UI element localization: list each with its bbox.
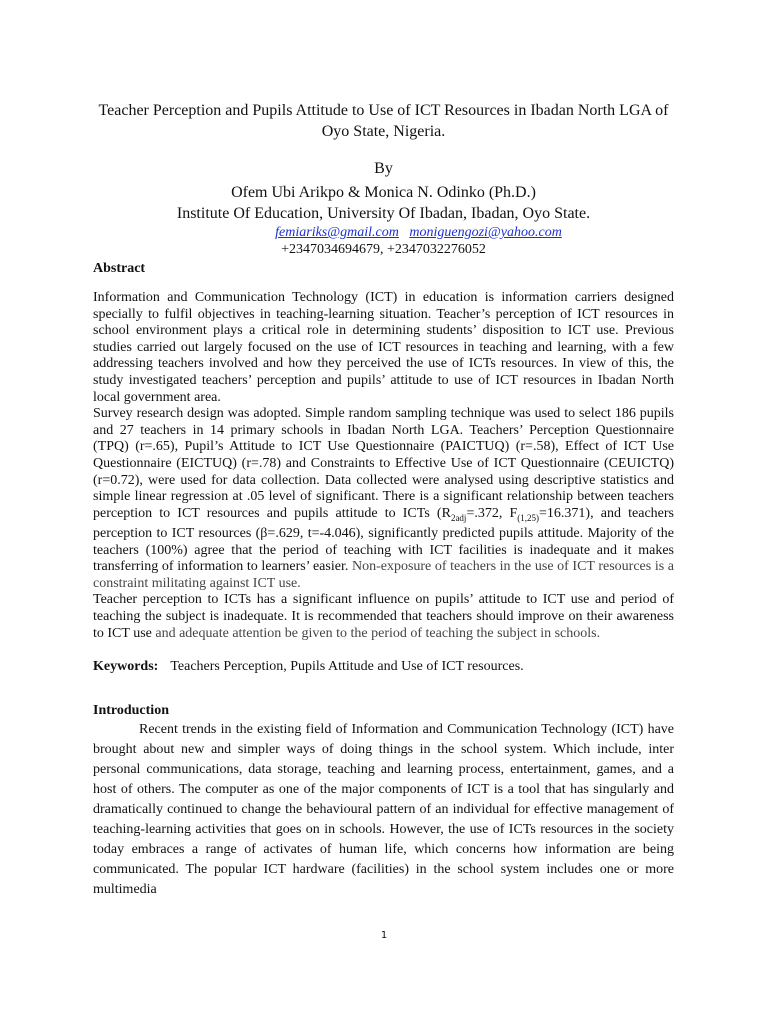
keywords-text: Teachers Perception, Pupils Attitude and Use of ICT resources. <box>170 659 524 675</box>
introduction-heading: Introduction <box>93 703 169 719</box>
phone-numbers: +2347034694679, +2347032276052 <box>281 242 486 257</box>
paper-page <box>93 100 674 899</box>
by-line: By <box>374 160 393 177</box>
abstract-paragraph-3: Teacher perception to ICTs has a significant influence on pupils’ attitude to ICT use and period of teaching the subject is inadequate. It is recommended that teachers should improve on their awareness to ICT use and adequate attention be given to the period of teaching the subject in schools. <box>93 592 674 641</box>
introduction-paragraph: Recent trends in the existing field of Information and Communication Technology (ICT) have brought about new and simpler ways of doing things in the school system. Which include, inter personal communications, data storage, teaching and learning process, entertainment, games, and a host of others. The computer as one of the major components of ICT is a tool that has singularly and dramatically continued to change the behavioural pattern of an individual for effective management of teaching-learning activities that goes on in schools. However, the use of ICTs resources in the society today embraces a range of activates of human life, which concerns how information are being communicated. The popular ICT hardware (facilities) in the school system includes one or more multimedia <box>93 722 674 897</box>
email-link-1[interactable]: femiariks@gmail.com <box>275 225 399 240</box>
abstract-paragraph-1: Information and Communication Technology (ICT) in education is information carriers designed specially to fulfil objectives in teaching-learning situation. Teacher’s perception of ICT resources in school environment plays a critical role in determining students’ disposition to ICT use. Previous studies carried out largely focused on the use of ICT resources in teaching and learning, with a few addressing teachers involved and how they perceived the use of ICTs resources. In view of this, the study investigated teachers’ perception and pupils’ attitude to use of ICT resources in Ibadan North local government area. <box>93 290 674 405</box>
abstract-heading: Abstract <box>93 261 146 276</box>
abstract-paragraph-2: Survey research design was adopted. Simple random sampling technique was used to select 186 pupils and 27 teachers in 14 primary schools in Ibadan North LGA. Teachers’ Perception Questionnaire (TPQ) (r=.65), Pupil’s Attitude to ICT Use Questionnaire (PAICTUQ) (r=.58), Effect of ICT Use Questionnaire (EICTUQ) (r=.78) and Constraints to Effective Use of ICT Questionnaire (CEUICTQ)(r=0.72), were used for data collection. Data collected were analysed using descriptive statistics and simple linear regression at .05 level of significant. There is a significant relationship between teachers perception to ICT resources and pupils attitude to ICTs ($R_{2adj}=.372$, $F_{(1,25)}=16.371$), and teachers perception to ICT resources (β=.629, t=-4.046), significantly predicted pupils attitude. Majority of the teachers (100%) agree that the period of teaching with ICT facilities is inadequate and it makes transferring of information to learners’ easier. Non-exposure of teachers in the use of ICT resources is a constraint militating against ICT use. <box>93 406 675 591</box>
email-line <box>93 224 674 241</box>
institution: Institute Of Education, University Of Ibadan, Ibadan, Oyo State. <box>176 205 591 222</box>
abstract-body <box>93 290 674 642</box>
keywords-label: Keywords: <box>93 659 159 675</box>
email-link-2[interactable]: moniguengozi@yahoo.com <box>409 225 562 240</box>
page-number: 1 <box>380 930 388 941</box>
paper-title: Teacher Perception and Pupils Attitude to Use of ICT Resources in Ibadan North LGA of Oyo State, Nigeria. <box>98 102 669 140</box>
authors: Ofem Ubi Arikpo & Monica N. Odinko (Ph.D.) <box>231 184 536 201</box>
keywords <box>93 658 674 676</box>
